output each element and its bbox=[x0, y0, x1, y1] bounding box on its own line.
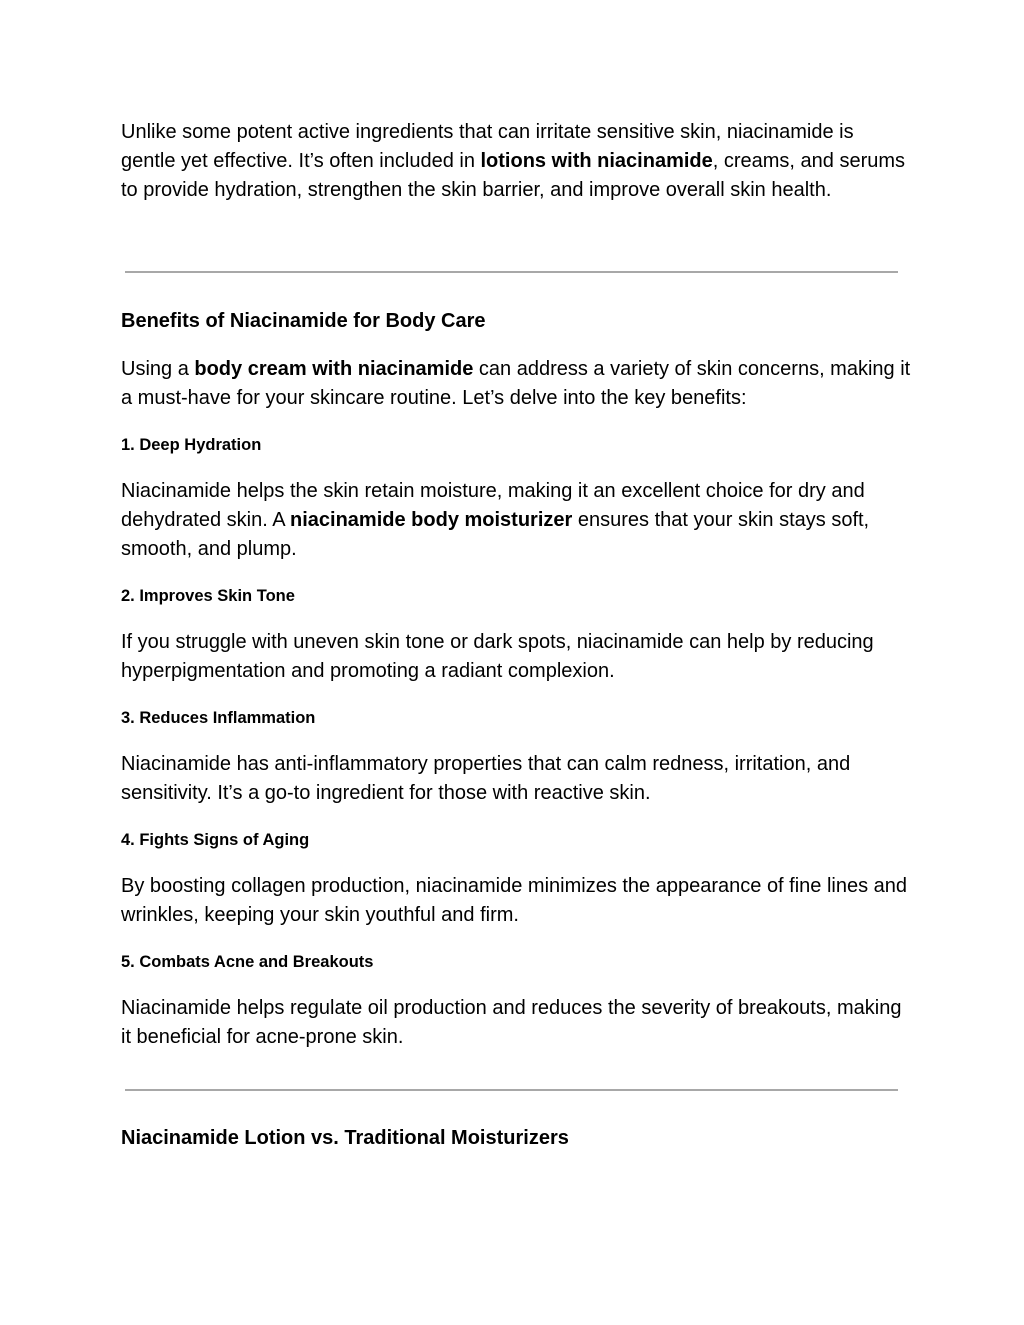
intro-bold-phrase: lotions with niacinamide bbox=[480, 150, 713, 172]
benefit-1-text-start: Niacinamide helps the skin retain moisture, making it an excellent choice for dry and dehydrated skin. A bbox=[121, 480, 865, 531]
benefit-5-heading: 5. Combats Acne and Breakouts bbox=[121, 953, 374, 971]
benefits-lead-start: Using a bbox=[121, 358, 195, 380]
benefit-1-bold-phrase: niacinamide body moisturizer bbox=[290, 509, 573, 531]
benefit-1-text-end: ensures that your skin stays soft, smooth, and plump. bbox=[121, 509, 870, 560]
intro-text-end: , creams, and serums to provide hydration, strengthen the skin barrier, and improve overall skin health. bbox=[121, 150, 906, 201]
benefit-5-paragraph: Niacinamide helps regulate oil production and reduces the severity of breakouts, making it beneficial for acne-prone skin. bbox=[121, 997, 902, 1048]
benefit-4-heading: 4. Fights Signs of Aging bbox=[121, 831, 310, 849]
benefits-intro-paragraph bbox=[121, 355, 911, 413]
benefit-1-paragraph bbox=[121, 477, 911, 564]
intro-text-start: Unlike some potent active ingredients that can irritate sensitive skin, niacinamide is gentle yet effective. It’s often included in bbox=[121, 121, 854, 172]
benefit-1-heading: 1. Deep Hydration bbox=[121, 436, 262, 454]
benefit-3-paragraph: Niacinamide has anti-inflammatory properties that can calm redness, irritation, and sensitivity. It’s a go-to ingredient for those with reactive skin. bbox=[121, 753, 851, 804]
benefit-4-paragraph: By boosting collagen production, niacinamide minimizes the appearance of fine lines and wrinkles, keeping your skin youthful and firm. bbox=[121, 875, 908, 926]
benefits-lead-bold-phrase: body cream with niacinamide bbox=[194, 358, 474, 380]
benefit-2-paragraph: If you struggle with uneven skin tone or dark spots, niacinamide can help by reducing hyperpigmentation and promoting a radiant complexion. bbox=[121, 631, 874, 682]
section-divider bbox=[125, 1089, 898, 1091]
benefit-2-heading: 2. Improves Skin Tone bbox=[121, 587, 295, 605]
benefits-heading: Benefits of Niacinamide for Body Care bbox=[121, 310, 486, 332]
intro-paragraph bbox=[121, 118, 911, 205]
benefit-3-heading: 3. Reduces Inflammation bbox=[121, 709, 316, 727]
section-divider bbox=[125, 271, 898, 273]
comparison-heading: Niacinamide Lotion vs. Traditional Moisturizers bbox=[121, 1127, 569, 1149]
benefits-lead-end: can address a variety of skin concerns, making it a must-have for your skincare routine. Let’s delve into the key benefits: bbox=[121, 358, 911, 409]
